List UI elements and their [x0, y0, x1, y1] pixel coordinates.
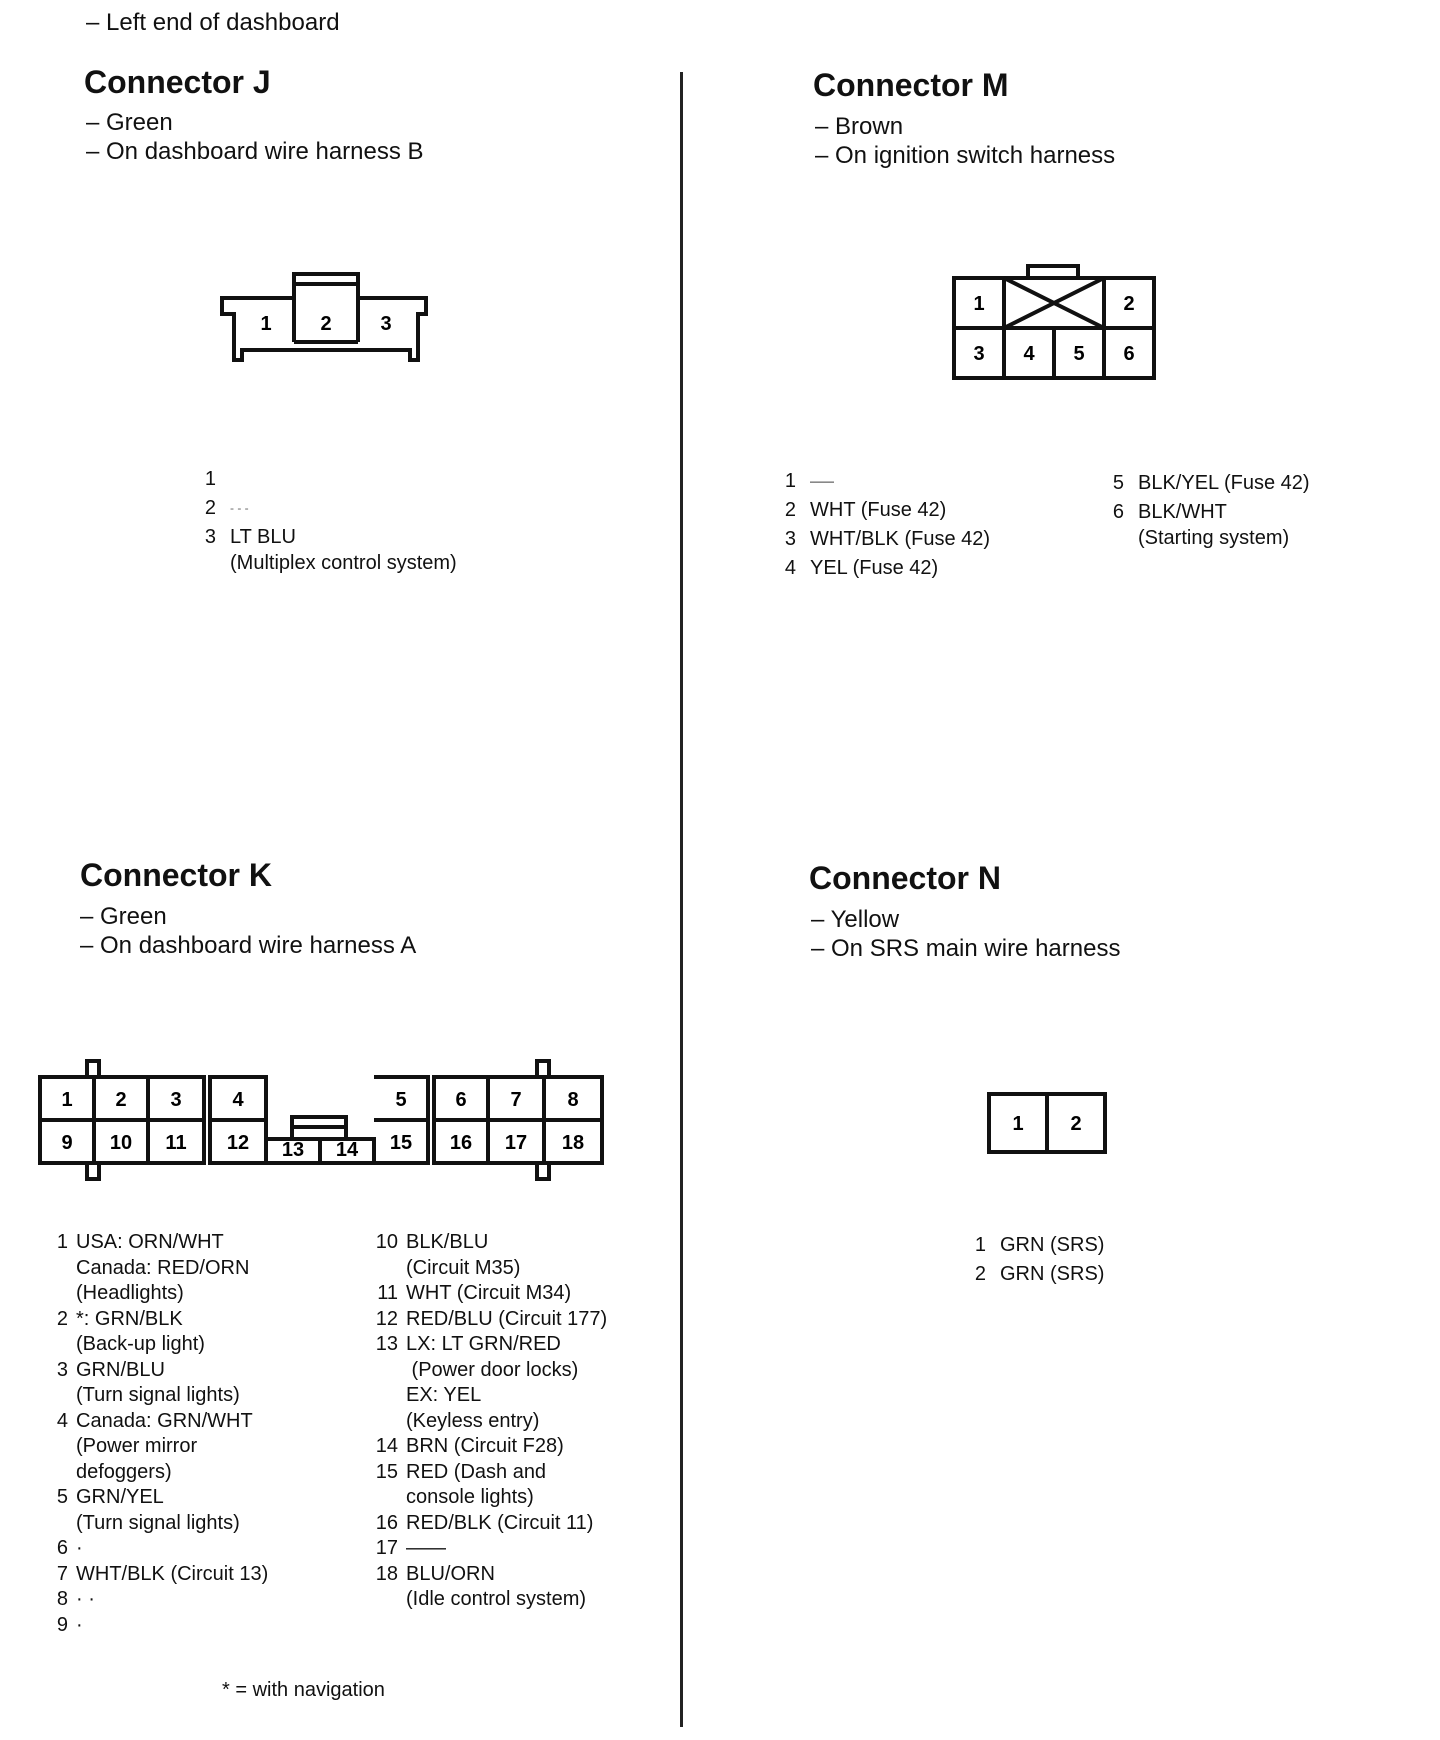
pin-wire: ·: [76, 1537, 83, 1559]
connector-k-footnote: * = with navigation: [222, 1679, 385, 1701]
connector-m-cavity-2: 2: [1123, 293, 1135, 315]
connector-k-cavity-12: 12: [226, 1132, 250, 1154]
pin-wire: LX: LT GRN/RED: [406, 1333, 561, 1355]
pin-number: 3: [784, 528, 796, 550]
pin-circuit: Canada: RED/ORN: [76, 1256, 250, 1279]
pin-circuit: (Keyless entry): [406, 1409, 540, 1432]
pin-circuit: (Headlights): [76, 1282, 184, 1304]
connector-n-title: Connector N: [809, 860, 1001, 896]
pin-circuit: (Power door locks): [406, 1358, 579, 1381]
connector-k-cavity-16: 16: [449, 1132, 473, 1154]
connector-k-pin-4: [56, 1409, 356, 1486]
connector-k-cavity-14: 14: [335, 1139, 359, 1161]
pin-circuit: (Power mirror: [76, 1435, 198, 1457]
connector-m-pin-1: [784, 468, 834, 494]
pin-number: 9: [56, 1613, 68, 1636]
connector-j-diagram: [218, 270, 432, 364]
pin-number: 5: [56, 1486, 68, 1508]
pin-wire: BLK/WHT: [1138, 501, 1227, 523]
connector-k-location: – On dashboard wire harness A: [80, 932, 417, 959]
pin-wire: RED/BLK (Circuit 11): [406, 1511, 594, 1534]
connector-j-location: – On dashboard wire harness B: [86, 138, 424, 165]
connector-j-cavity-2: 2: [320, 313, 332, 335]
pin-number: 4: [784, 557, 796, 579]
connector-n-color: – Yellow: [811, 906, 900, 933]
pin-circuit: (Starting system): [1138, 527, 1290, 549]
connector-m-diagram: [950, 262, 1160, 382]
pin-wire: YEL (Fuse 42): [810, 557, 939, 579]
pin-wire: ——: [810, 474, 834, 488]
pin-wire: ·: [76, 1613, 83, 1636]
pin-number: 1: [784, 470, 796, 492]
connector-k-cavity-6: 6: [455, 1089, 467, 1111]
connector-k-title: Connector K: [80, 857, 272, 893]
connector-k-color: – Green: [80, 903, 167, 930]
connector-k-cavity-10: 10: [109, 1132, 133, 1154]
connector-k-cavity-8: 8: [567, 1089, 579, 1111]
pin-number: 14: [375, 1435, 398, 1457]
pin-circuit: (Turn signal lights): [76, 1384, 240, 1406]
pin-number: 1: [204, 468, 216, 490]
connector-k-pin-15: [375, 1460, 686, 1511]
connector-m-cavity-5: 5: [1073, 343, 1085, 365]
connector-j-cavity-1: 1: [260, 313, 272, 335]
pin-number: 17: [375, 1537, 398, 1559]
pin-wire: LT BLU: [230, 526, 296, 548]
pin-number: 12: [375, 1307, 398, 1330]
connector-k-cavity-2: 2: [115, 1089, 127, 1111]
pin-number: 3: [204, 526, 216, 548]
connector-k-guide-post: [537, 1061, 549, 1077]
connector-k-cavity-13: 13: [281, 1139, 305, 1161]
connector-k-pin-9: [56, 1613, 356, 1639]
pin-circuit: (Back-up light): [76, 1333, 205, 1355]
pin-wire: GRN/BLU: [76, 1358, 165, 1381]
pin-number: 15: [375, 1460, 398, 1483]
connector-n-cavity-1: 1: [1012, 1113, 1024, 1135]
pin-number: 16: [375, 1511, 398, 1534]
pin-number: 2: [974, 1263, 986, 1285]
pin-wire: BRN (Circuit F28): [406, 1435, 564, 1457]
connector-n-cavity-2: 2: [1070, 1113, 1082, 1135]
connector-k-cavity-17: 17: [504, 1132, 528, 1154]
pin-wire: BLK/BLU: [406, 1231, 489, 1253]
connector-n-diagram: [985, 1090, 1111, 1156]
pin-wire: WHT/BLK (Fuse 42): [810, 528, 991, 550]
connector-k-cavity-4: 4: [232, 1089, 244, 1111]
pin-number: 3: [56, 1358, 68, 1381]
connector-m-pin-5: [1112, 470, 1310, 496]
pin-number: 5: [1112, 472, 1124, 494]
connector-k-pin-11: [377, 1281, 686, 1307]
pin-wire: GRN (SRS): [1000, 1263, 1105, 1285]
connector-m-cavity-4: 4: [1023, 343, 1035, 365]
connector-k-pin-list-left: [56, 1230, 356, 1638]
connector-m-location: – On ignition switch harness: [815, 142, 1116, 169]
connector-k-pin-3: [56, 1358, 356, 1409]
pin-wire: BLU/ORN: [406, 1562, 495, 1585]
connector-k-pin-18: [375, 1562, 686, 1613]
connector-m-pin-4: [784, 555, 939, 581]
connector-k-pin-14: [375, 1434, 686, 1460]
pin-wire: GRN (SRS): [1000, 1234, 1105, 1256]
pin-number: 8: [56, 1588, 68, 1610]
pin-wire: RED (Dash and: [406, 1460, 547, 1483]
connector-k-pin-13: [375, 1332, 686, 1434]
connector-k-pin-1: [56, 1230, 356, 1307]
top-note: – Left end of dashboard: [86, 9, 340, 36]
pin-number: 4: [56, 1409, 68, 1432]
connector-j-pin-3: [204, 524, 457, 576]
connector-m-pin-2: [784, 497, 947, 523]
pin-number: 1: [56, 1231, 68, 1253]
connector-k-cavity-1: 1: [61, 1089, 73, 1111]
pin-wire: USA: ORN/WHT: [76, 1231, 224, 1253]
pin-circuit: (Multiplex control system): [230, 552, 457, 574]
pin-wire: WHT (Circuit M34): [406, 1282, 572, 1304]
pin-circuit: EX: YEL: [406, 1384, 482, 1406]
pin-wire: ——: [406, 1537, 446, 1559]
pin-number: 13: [375, 1333, 398, 1355]
pin-number: 6: [1112, 501, 1124, 523]
pin-number: 2: [56, 1307, 68, 1330]
pin-circuit: (Idle control system): [406, 1588, 587, 1610]
connector-k-diagram: [36, 1055, 608, 1181]
connector-k-pin-7: [56, 1562, 356, 1588]
connector-k-cavity-15: 15: [389, 1132, 413, 1154]
connector-k-pin-17: [375, 1536, 686, 1562]
connector-j-pin-2: [204, 495, 249, 521]
pin-wire: WHT/BLK (Circuit 13): [76, 1562, 269, 1585]
connector-m-pin-6: [1112, 499, 1290, 551]
connector-m-cavity-6: 6: [1123, 343, 1135, 365]
pin-circuit: console lights): [406, 1486, 534, 1508]
pin-wire: - - -: [230, 501, 249, 515]
connector-j-color: – Green: [86, 109, 173, 136]
pin-number: 6: [56, 1537, 68, 1559]
pin-number: 2: [204, 497, 216, 519]
connector-k-pin-12: [375, 1307, 686, 1333]
pin-circuit: (Circuit M35): [406, 1256, 521, 1279]
connector-j-cavity-3: 3: [380, 313, 392, 335]
connector-n-pin-1: [974, 1232, 1105, 1258]
pin-number: 2: [784, 499, 796, 521]
pin-wire: BLK/YEL (Fuse 42): [1138, 472, 1310, 494]
pin-number: 1: [974, 1234, 986, 1256]
connector-n-pin-2: [974, 1261, 1105, 1287]
connector-j-title: Connector J: [84, 64, 271, 100]
pin-circuit: (Turn signal lights): [76, 1511, 240, 1534]
connector-k-pin-16: [375, 1511, 686, 1537]
connector-k-pin-2: [56, 1307, 356, 1358]
pin-number: 18: [375, 1562, 398, 1585]
connector-k-pin-5: [56, 1485, 356, 1536]
connector-k-cavity-9: 9: [61, 1132, 73, 1154]
connector-m-cavity-1: 1: [973, 293, 985, 315]
connector-m-cavity-3: 3: [973, 343, 985, 365]
connector-n-location: – On SRS main wire harness: [811, 935, 1121, 962]
pin-wire: GRN/YEL: [76, 1486, 164, 1508]
pin-number: 10: [375, 1231, 398, 1253]
connector-k-guide-post: [87, 1163, 99, 1179]
pin-wire: RED/BLU (Circuit 177): [406, 1307, 608, 1330]
connector-k-cavity-5: 5: [395, 1089, 407, 1111]
pin-wire: Canada: GRN/WHT: [76, 1409, 253, 1432]
connector-k-guide-post: [537, 1163, 549, 1179]
connector-k-pin-8: [56, 1587, 356, 1613]
connector-m-pin-3: [784, 526, 991, 552]
connector-k-pin-6: [56, 1536, 356, 1562]
pin-number: 7: [56, 1562, 68, 1585]
connector-k-pin-10: [375, 1230, 686, 1281]
pin-circuit: defoggers): [76, 1460, 172, 1483]
pin-wire: *: GRN/BLK: [76, 1307, 183, 1330]
pin-number: 11: [377, 1282, 398, 1304]
connector-k-pin-list-right: [375, 1230, 686, 1613]
pin-wire: WHT (Fuse 42): [810, 499, 947, 521]
connector-k-cavity-11: 11: [165, 1132, 187, 1154]
connector-k-cavity-3: 3: [170, 1089, 182, 1111]
connector-m-title: Connector M: [813, 67, 1009, 103]
connector-k-guide-post: [87, 1061, 99, 1077]
connector-k-cavity-18: 18: [561, 1132, 585, 1154]
connector-m-color: – Brown: [815, 113, 904, 140]
connector-k-cavity-7: 7: [510, 1089, 522, 1111]
pin-wire: · ·: [76, 1588, 95, 1610]
